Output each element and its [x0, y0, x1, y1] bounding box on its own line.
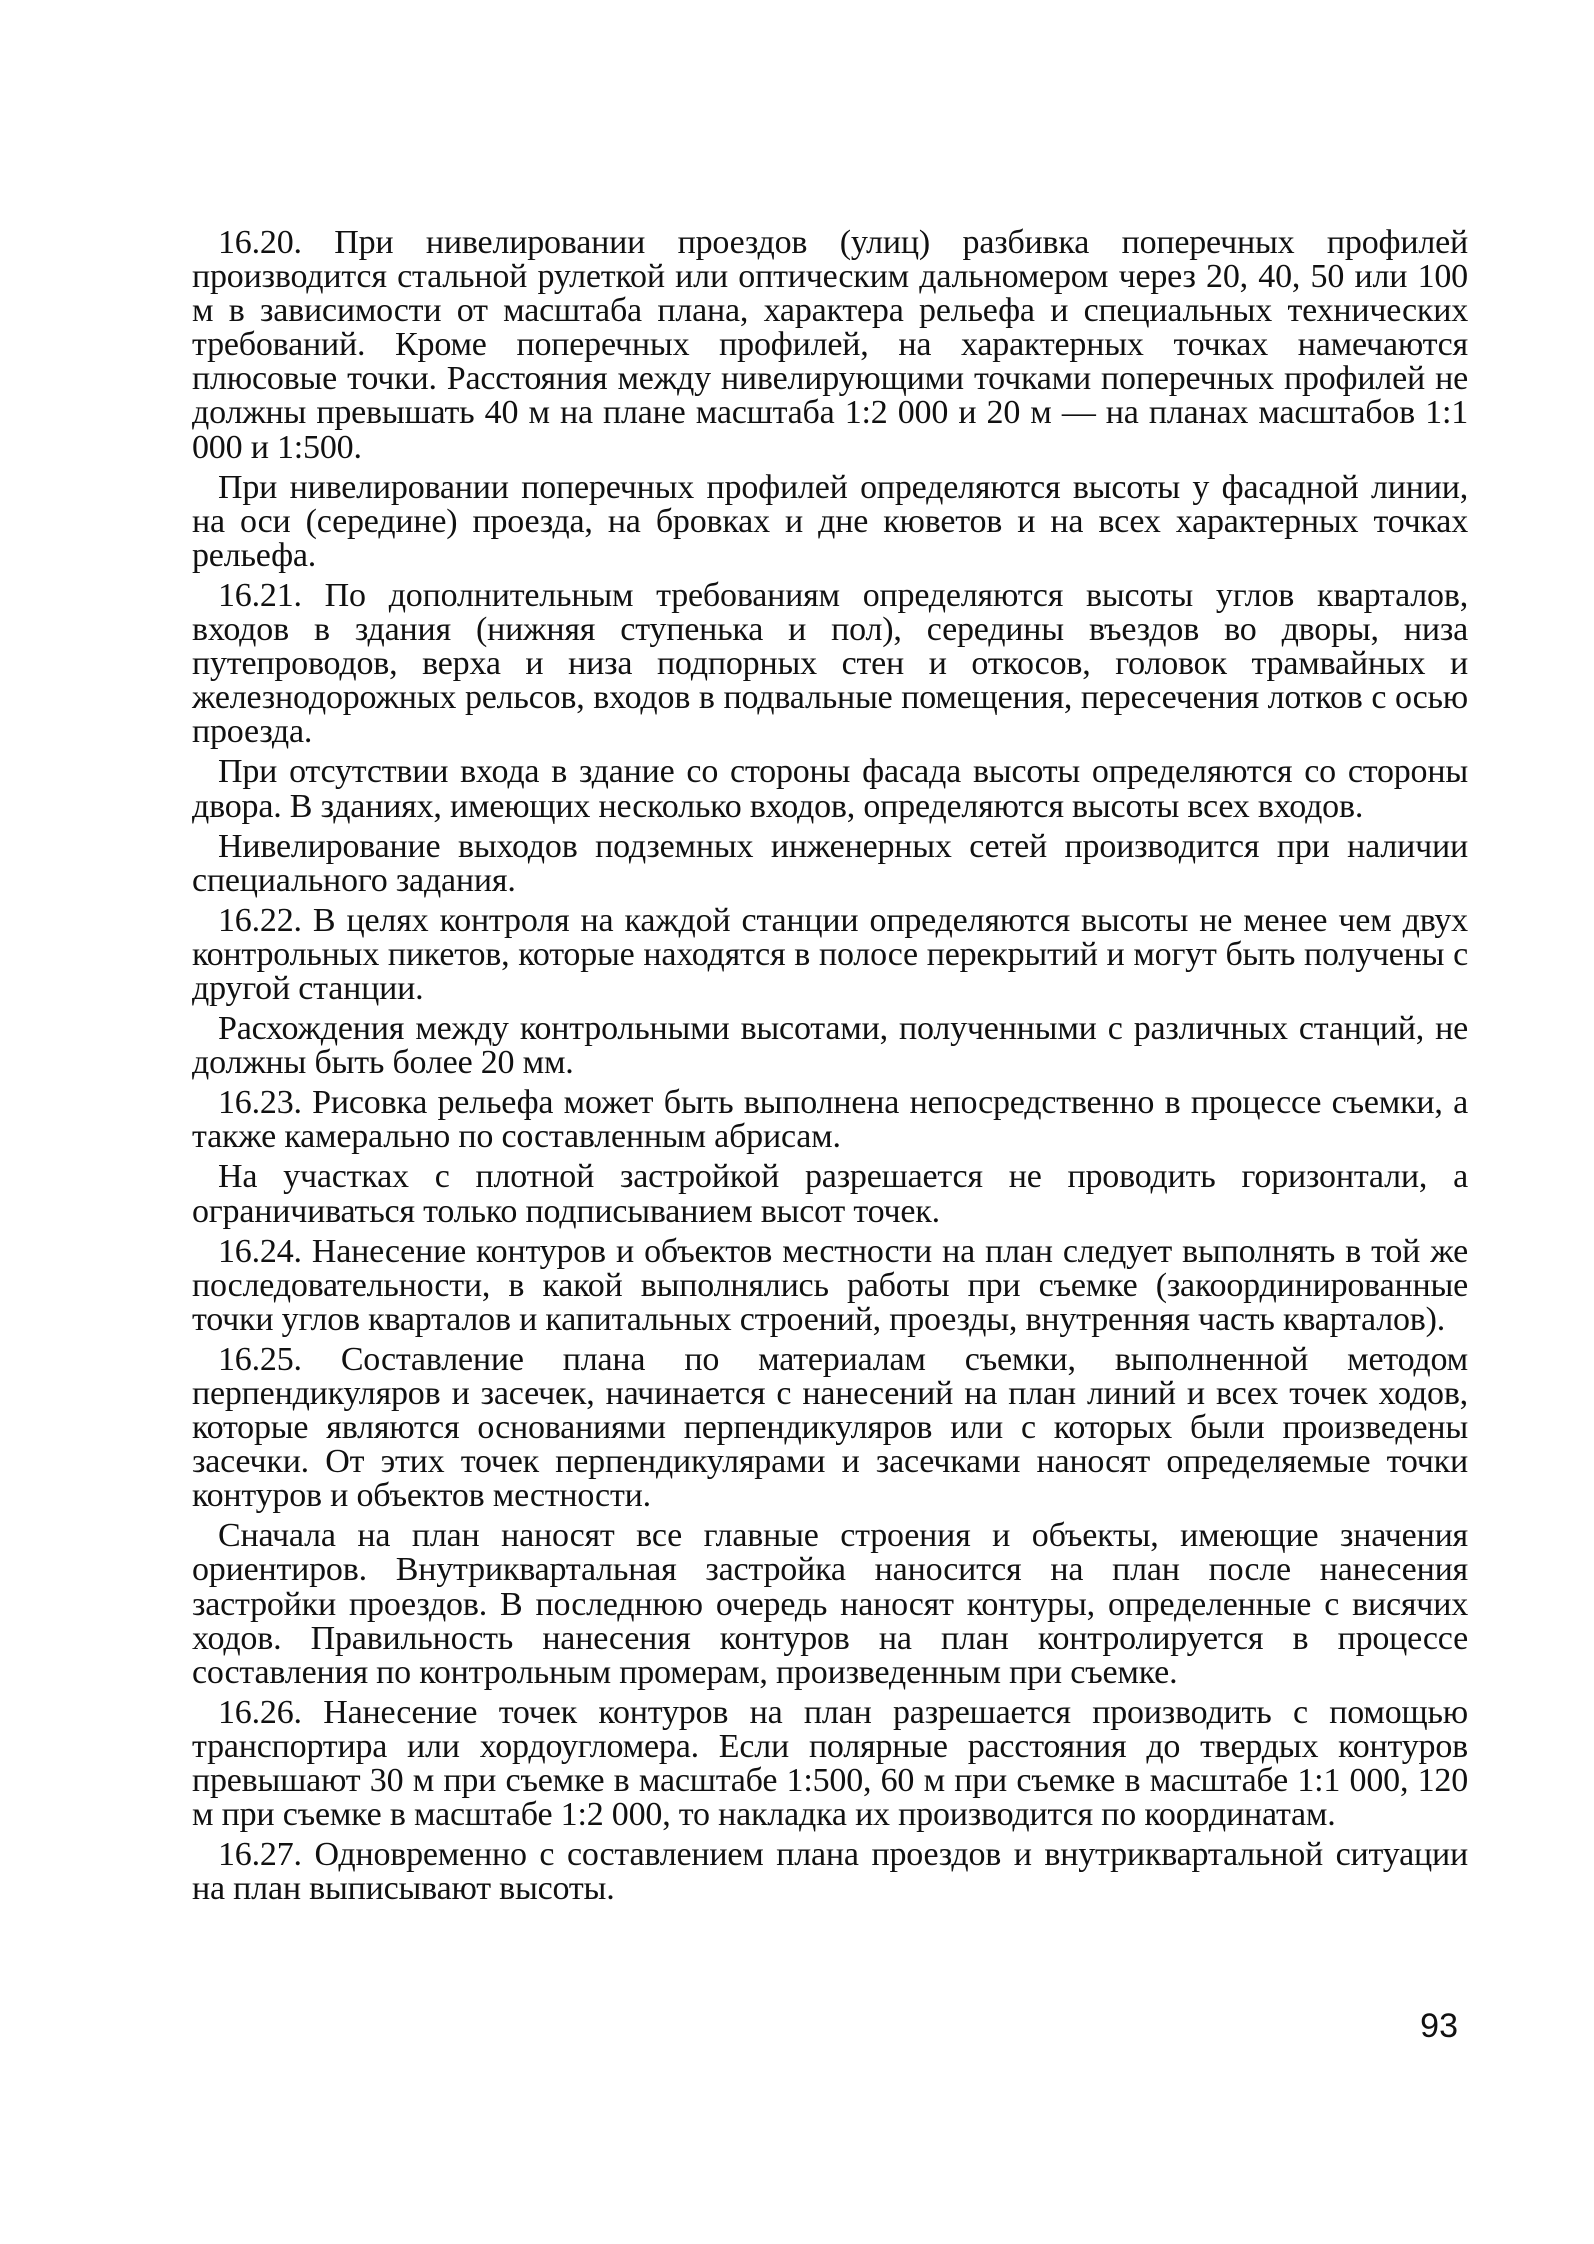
paragraph-16-26: 16.26. Нанесение точек контуров на план разрешается производить с помощью транспортира или хордоугломера. Если полярные расстояния до твердых контуров превышают 30 м при съемке в масштабе 1:500, 60 м при съемке в масштабе 1:1 000, 120 м при съемке в масштабе 1:2 000, то накладка их производится по координатам.: [192, 1693, 1468, 1834]
paragraph-control-discrepancy: Расхождения между контрольными высотами, полученными с различных станций, не должны быть более 20 мм.: [192, 1010, 1468, 1082]
paragraph-16-20: 16.20. При нивелировании проездов (улиц) разбивка поперечных профилей производится стальной рулеткой или оптическим дальномером через 20, 40, 50 или 100 м в зависимости от масштаба плана, характера рельефа и специальных технических требований. Кроме поперечных профилей, на характерных точках намечаются плюсовые точки. Расстояния между нивелирующими точками поперечных профилей не должны превышать 40 м на плане масштаба 1:2 000 и 20 м — на планах масштабов 1:1 000 и 1:500.: [192, 224, 1468, 466]
paragraph-cross-profile-heights: При нивелировании поперечных профилей определяются высоты у фасадной линии, на оси (середине) проезда, на бровках и дне кюветов и на всех характерных точках рельефа.: [192, 468, 1468, 574]
body-text: [192, 226, 1468, 1906]
page-number: 93: [1420, 2007, 1458, 2045]
paragraph-16-21: 16.21. По дополнительным требованиям определяются высоты углов кварталов, входов в здания (нижняя ступенька и пол), середины въездов во дворы, низа путепроводов, верха и низа подпорных стен и откосов, головок трамвайных и железнодорожных рельсов, входов в подвальные помещения, пересечения лотков с осью проезда.: [192, 576, 1468, 751]
paragraph-underground-networks: Нивелирование выходов подземных инженерных сетей производится при наличии специального задания.: [192, 827, 1468, 899]
paragraph-entrance-heights: При отсутствии входа в здание со стороны фасада высоты определяются со стороны двора. В зданиях, имеющих несколько входов, определяются высоты всех входов.: [192, 753, 1468, 825]
paragraph-16-23: 16.23. Рисовка рельефа может быть выполнена непосредственно в процессе съемки, а также камерально по составленным абрисам.: [192, 1084, 1468, 1156]
paragraph-16-22: 16.22. В целях контроля на каждой станции определяются высоты не менее чем двух контрольных пикетов, которые находятся в полосе перекрытий и могут быть получены с другой станции.: [192, 901, 1468, 1007]
paragraph-dense-buildings: На участках с плотной застройкой разрешается не проводить горизонтали, а ограничиваться только подписыванием высот точек.: [192, 1158, 1468, 1230]
paragraph-16-24: 16.24. Нанесение контуров и объектов местности на план следует выполнять в той же последовательности, в какой выполнялись работы при съемке (закоординированные точки углов кварталов и капитальных строений, проезды, внутренняя часть кварталов).: [192, 1232, 1468, 1338]
paragraph-16-27: 16.27. Одновременно с составлением плана проездов и внутриквартальной ситуации на план выписывают высоты.: [192, 1836, 1468, 1908]
paragraph-16-25: 16.25. Составление плана по материалам съемки, выполненной методом перпендикуляров и засечек, начинается с нанесений на план линий и всех точек ходов, которые являются основаниями перпендикуляров или с которых были произведены засечки. От этих точек перпендикулярами и засечками наносят определяемые точки контуров и объектов местности.: [192, 1340, 1468, 1515]
paragraph-main-buildings: Сначала на план наносят все главные строения и объекты, имеющие значения ориентиров. Внутриквартальная застройка наносится на план после нанесения застройки проездов. В последнюю очередь наносят контуры, определенные с висячих ходов. Правильность нанесения контуров на план контролируется в процессе составления по контрольным промерам, произведенным при съемке.: [192, 1517, 1468, 1691]
